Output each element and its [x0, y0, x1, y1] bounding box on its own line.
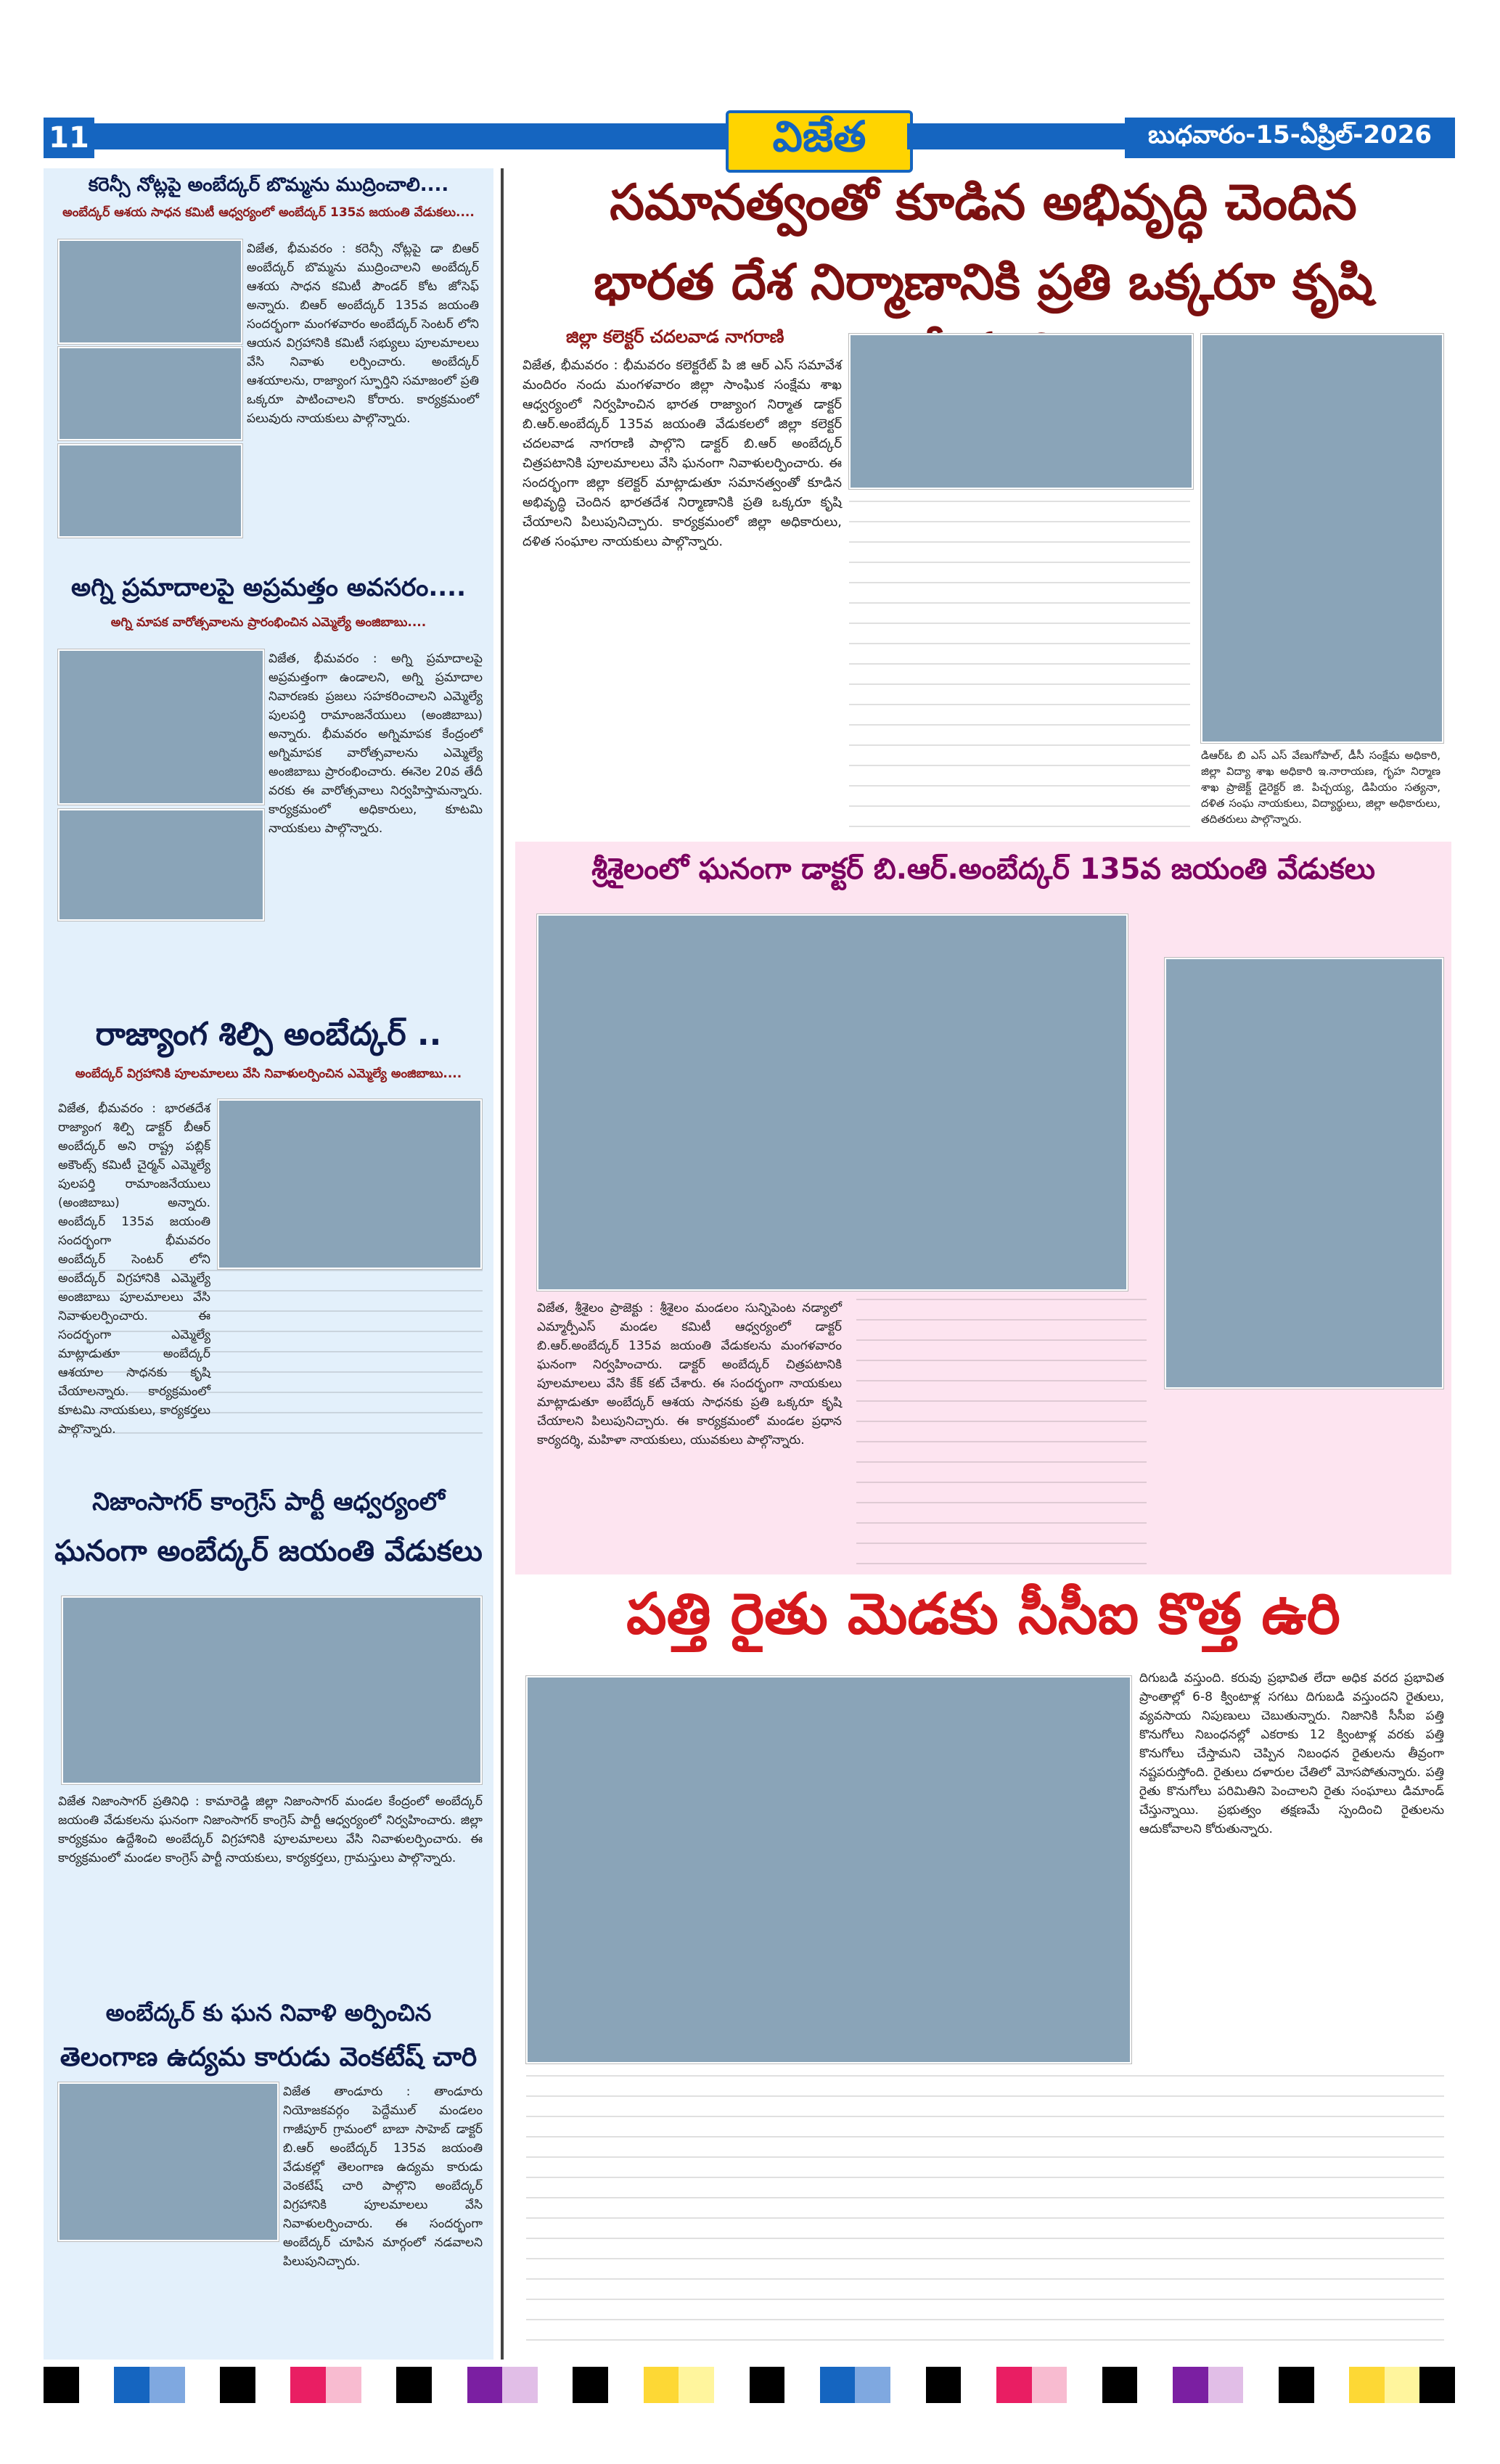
header-bar-right [907, 123, 1125, 149]
story2-headline: అగ్ని ప్రమాదాలపై అప్రమత్తం అవసరం.... [71, 573, 466, 602]
cotton-headline: పత్తి రైతు మెడకు సీసీఐ కొత్త ఉరి [626, 1582, 1340, 1647]
color-swatch [996, 2367, 1032, 2403]
story2-subhead: అగ్ని మాపక వారోత్సవాలను ప్రారంభించిన ఎమ్మెల్యే అంజిబాబు.... [110, 615, 427, 630]
color-swatch [1349, 2367, 1385, 2403]
issue-date: బుధవారం-15-ఏప్రిల్-2026 [1125, 118, 1455, 158]
color-swatch [1419, 2367, 1455, 2403]
column-divider [501, 168, 504, 2360]
story4-headline-line1: నిజాంసాగర్ కాంగ్రెస్ పార్టీ ఆధ్వర్యంలో [92, 1487, 445, 1516]
top-story-headline-line1: సమానత్వంతో కూడిన అభివృద్ధి చెందిన [610, 174, 1357, 231]
color-swatch [255, 2367, 291, 2403]
top-story-photo-statue [1201, 334, 1443, 743]
story3-photo [218, 1099, 482, 1269]
story5-headline-line2: తెలంగాణ ఉద్యమ కారుడు వెంకటేష్ చారి [60, 2042, 478, 2072]
srisailam-photo-group [537, 914, 1128, 1291]
color-swatch [784, 2367, 820, 2403]
color-swatch [1243, 2367, 1279, 2403]
color-registration-strip [44, 2367, 1455, 2403]
color-swatch [538, 2367, 573, 2403]
story1-photo-1 [58, 239, 242, 344]
color-swatch [502, 2367, 538, 2403]
color-swatch [750, 2367, 785, 2403]
story3-body-a: విజేత, భీమవరం : భారతదేశ రాజ్యాంగ శిల్పి డాక్టర్ బీఆర్ అంబేద్కర్ అని రాష్ట్ర పబ్లిక్ అకౌంట్స్ కమిటీ చైర్మన్ ఎమ్మెల్యే పులపర్తి రామాంజనేయులు (అంజిబాబు) అన్నారు. అంబేద్కర్ 135వ జయంతి సందర్భంగా భీమవరం అంబేద్కర్ సెంటర్ లోని అంబేద్కర్ విగ్రహానికి ఎమ్మెల్యే అంజిబాబు పూలమాలలు వేసి నివాళులర్పించారు. ఈ సందర్భంగా ఎమ్మెల్యే మాట్లాడుతూ అంబేద్కర్ ఆశయాల సాధనకు కృషి చేయాలన్నారు. కార్యక్రమంలో కూటమి నాయకులు, కార్యకర్తలు పాల్గొన్నారు. [58, 1101, 210, 1437]
color-swatch [361, 2367, 397, 2403]
story5-body: విజేత తాండూరు : తాండూరు నియోజకవర్గం పెద్దేముల్ మండలం గాజీపూర్ గ్రామంలో బాబా సాహెబ్ డాక్టర్ బి.ఆర్ అంబేద్కర్ 135వ జయంతి వేడుకల్లో తెలంగాణ ఉద్యమ కారుడు వెంకటేష్ చారి పాల్గొని అంబేద్కర్ విగ్రహానికి పూలమాలలు వేసి నివాళులర్పించారు. ఈ సందర్భంగా అంబేద్కర్ చూపిన మార్గంలో నడవాలని పిలుపునిచ్చారు. [283, 2085, 483, 2269]
color-swatch [44, 2367, 79, 2403]
story4-photo [62, 1596, 482, 1784]
color-swatch [855, 2367, 890, 2403]
color-swatch [114, 2367, 149, 2403]
color-swatch [185, 2367, 221, 2403]
color-swatch [820, 2367, 856, 2403]
color-swatch [1067, 2367, 1102, 2403]
story4-body: విజేత నిజాంసాగర్ ప్రతినిధి : కామారెడ్డి జిల్లా నిజాంసాగర్ మండల కేంద్రంలో అంబేద్కర్ జయంతి వేడుకలను ఘనంగా నిజాంసాగర్ కాంగ్రెస్ పార్టీ ఆధ్వర్యంలో నిర్వహించారు. జిల్లా కార్యక్రమం ఉద్దేశించి అంబేద్కర్ విగ్రహానికి పూలమాలలు వేసి నివాళులర్పించారు. ఈ కార్యక్రమంలో మండల కాంగ్రెస్ పార్టీ నాయకులు, కార్యకర్తలు, గ్రామస్తులు పాల్గొన్నారు. [58, 1794, 483, 1865]
story5-headline-line1: అంబేద్కర్ కు ఘన నివాళి అర్పించిన [105, 1999, 432, 2026]
color-swatch [1279, 2367, 1314, 2403]
srisailam-photo-statue [1165, 958, 1443, 1389]
masthead-logo: విజేత [726, 110, 913, 173]
color-swatch [714, 2367, 750, 2403]
color-swatch [220, 2367, 255, 2403]
color-swatch [1385, 2367, 1420, 2403]
cotton-body: దిగుబడి వస్తుంది. కరువు ప్రభావిత లేదా అధిక వరద ప్రభావిత ప్రాంతాల్లో 6-8 క్వింటాళ్ల సగటు దిగుబడి వస్తుందని రైతులు, వ్యవసాయ నిపుణులు చెబుతున్నారు. నిజానికి సీసీఐ పత్తి కొనుగోలు నిబంధనల్లో ఎకరాకు 12 క్వింటాళ్ల వరకు పత్తి కొనుగోలు చేస్తామని చెప్పిన నిబంధన రైతులను తీవ్రంగా నష్టపరుస్తోంది. రైతులు దళారుల చేతిలో మోసపోతున్నారు. పత్తి రైతు కొనుగోలు పరిమితిని పెంచాలని రైతు సంఘాలు డిమాండ్ చేస్తున్నాయి. ప్రభుత్వం తక్షణమే స్పందించి రైతులను ఆదుకోవాలని కోరుతున్నారు. [1139, 1671, 1444, 1836]
story3-body-continued [58, 1270, 483, 1451]
top-story-photo-event [849, 334, 1193, 489]
story3-subhead: అంబేద్కర్ విగ్రహానికి పూలమాలలు వేసి నివాళులర్పించిన ఎమ్మెల్యే అంజిబాబు.... [75, 1067, 462, 1081]
top-story-photo-caption: డిఆర్ఓ బి ఎస్ ఎస్ వేణుగోపాల్, డీసీ సంక్షేమ అధికారి, జిల్లా విద్యా శాఖ అధికారి ఇ.నారాయణ, గృహ నిర్మాణ శాఖ ప్రాజెక్ట్ డైరెక్టర్ జి. పిచ్చయ్య, డిపియం సత్యనా, దళిత సంఘ నాయకులు, విద్యార్థులు, జిల్లా అధికారులు, తదితరులు పాల్గొన్నారు. [1201, 749, 1440, 826]
color-swatch [149, 2367, 185, 2403]
top-story-headline-line2: భారత దేశ నిర్మాణానికి ప్రతి ఒక్కరూ కృషి [594, 254, 1373, 311]
color-swatch [467, 2367, 503, 2403]
color-swatch [1137, 2367, 1173, 2403]
srisailam-body-continued [856, 1299, 1147, 1567]
story1-subhead: అంబేద్కర్ ఆశయ సాధన కమిటీ ఆధ్వర్యంలో అంబేద్కర్ 135వ జయంతి వేడుకలు.... [62, 205, 475, 220]
header-bar-left [94, 123, 726, 149]
color-swatch [1208, 2367, 1244, 2403]
color-swatch [608, 2367, 644, 2403]
color-swatch [1102, 2367, 1138, 2403]
story4-headline-line2: ఘనంగా అంబేద్కర్ జయంతి వేడుకలు [54, 1535, 483, 1568]
story2-body: విజేత, భీమవరం : అగ్ని ప్రమాదాలపై అప్రమత్తంగా ఉండాలని, అగ్ని ప్రమాదాల నివారణకు ప్రజలు సహకరించాలని ఎమ్మెల్యే పులపర్తి రామాంజనేయులు (అంజిబాబు) అన్నారు. భీమవరం అగ్నిమాపక కేంద్రంలో అగ్నిమాపక వారోత్సవాలను ఎమ్మెల్యే అంజిబాబు ప్రారంభించారు. ఈనెల 20వ తేదీ వరకు ఈ వారోత్సవాలు నిర్వహిస్తామన్నారు. కార్యక్రమంలో అధికారులు, కూటమి నాయకులు పాల్గొన్నారు. [269, 652, 483, 836]
story3-headline: రాజ్యాంగ శిల్పి అంబేద్కర్ .. [95, 1016, 442, 1053]
top-story-body-continued [849, 501, 1190, 827]
srisailam-headline: శ్రీశైలంలో ఘనంగా డాక్టర్ బి.ఆర్.అంబేద్కర్ 135వ జయంతి వేడుకలు [591, 853, 1375, 886]
story2-photo-2 [58, 809, 264, 921]
color-swatch [79, 2367, 115, 2403]
color-swatch [1314, 2367, 1350, 2403]
color-swatch [290, 2367, 326, 2403]
color-swatch [961, 2367, 996, 2403]
story1-photo-2 [58, 347, 242, 440]
story1-body: విజేత, భీమవరం : కరెన్సీ నోట్లపై డా బిఆర్ అంబేద్కర్ బొమ్మను ముద్రించాలని అంబేద్కర్ ఆశయ సాధన కమిటీ పౌండర్ కోట జోసెఫ్ అన్నారు. బిఆర్ అంబేద్కర్ 135వ జయంతి సందర్భంగా మంగళవారం అంబేద్కర్ సెంటర్ లోని ఆయన విగ్రహానికి కమిటీ సభ్యులు పూలమాలలు వేసి నివాళు లర్పించారు. అంబేద్కర్ ఆశయాలను, రాజ్యాంగ స్ఫూర్తిని సమాజంలో ప్రతి ఒక్కరూ పాటించాలని కోరారు. కార్యక్రమంలో పలువురు నాయకులు పాల్గొన్నారు. [247, 242, 479, 426]
top-story-body: విజేత, భీమవరం : భీమవరం కలెక్టరేట్ పి జి ఆర్ ఎస్ సమావేశ మందిరం నందు మంగళవారం జిల్లా సాంఘిక సంక్షేమ శాఖ ఆధ్వర్యంలో నిర్వహించిన భారత రాజ్యాంగ నిర్మాత డాక్టర్ బి.ఆర్.అంబేద్కర్ 135వ జయంతి వేడుకలలో జిల్లా కలెక్టర్ చదలవాడ నాగరాణి పాల్గొని డాక్టర్ బి.ఆర్ అంబేద్కర్ చిత్రపటానికి పూలమాలలు వేసి ఘనంగా నివాళులర్పించారు. ఈ సందర్భంగా జిల్లా కలెక్టర్ మాట్లాడుతూ సమానత్వంతో కూడిన అభివృద్ధి చెందిన భారతదేశ నిర్మాణానికి ప్రతి ఒక్కరూ కృషి చేయాలని పిలుపునిచ్చారు. కార్యక్రమంలో జిల్లా అధికారులు, దళిత సంఘాల నాయకులు పాల్గొన్నారు. [522, 358, 842, 549]
color-swatch [1173, 2367, 1208, 2403]
color-swatch [573, 2367, 608, 2403]
page-number: 11 [44, 118, 94, 158]
cotton-photo-pickers [526, 1676, 1131, 2063]
srisailam-body: విజేత, శ్రీశైలం ప్రాజెక్టు : శ్రీశైలం మండలం సున్నిపెంట నడ్యాలో ఎమ్మార్పీఎస్ మండల కమిటీ ఆధ్వర్యంలో డాక్టర్ బి.ఆర్.అంబేద్కర్ 135వ జయంతి వేడుకలను మంగళవారం ఘనంగా నిర్వహించారు. డాక్టర్ అంబేద్కర్ చిత్రపటానికి పూలమాలలు వేసి కేక్ కట్ చేశారు. ఈ సందర్భంగా నాయకులు మాట్లాడుతూ అంబేద్కర్ ఆశయ సాధనకు ప్రతి ఒక్కరూ కృషి చేయాలని పిలుపునిచ్చారు. ఈ కార్యక్రమంలో మండల ప్రధాన కార్యదర్శి, మహిళా నాయకులు, యువకులు పాల్గొన్నారు. [537, 1301, 842, 1447]
story1-headline: కరెన్సీ నోట్లపై అంబేద్కర్ బొమ్మను ముద్రించాలి.... [88, 174, 449, 196]
color-swatch [926, 2367, 962, 2403]
color-swatch [432, 2367, 467, 2403]
color-swatch [396, 2367, 432, 2403]
color-swatch [890, 2367, 926, 2403]
story2-photo-1 [58, 649, 264, 805]
color-swatch [326, 2367, 361, 2403]
top-story-byline: జిల్లా కలెక్టర్ చదలవాడ నాగరాణి [566, 327, 784, 347]
color-swatch [679, 2367, 714, 2403]
color-swatch [644, 2367, 679, 2403]
story5-photo [58, 2082, 279, 2241]
story1-photo-3 [58, 444, 242, 538]
cotton-body-continued [526, 2075, 1444, 2351]
color-swatch [1032, 2367, 1067, 2403]
